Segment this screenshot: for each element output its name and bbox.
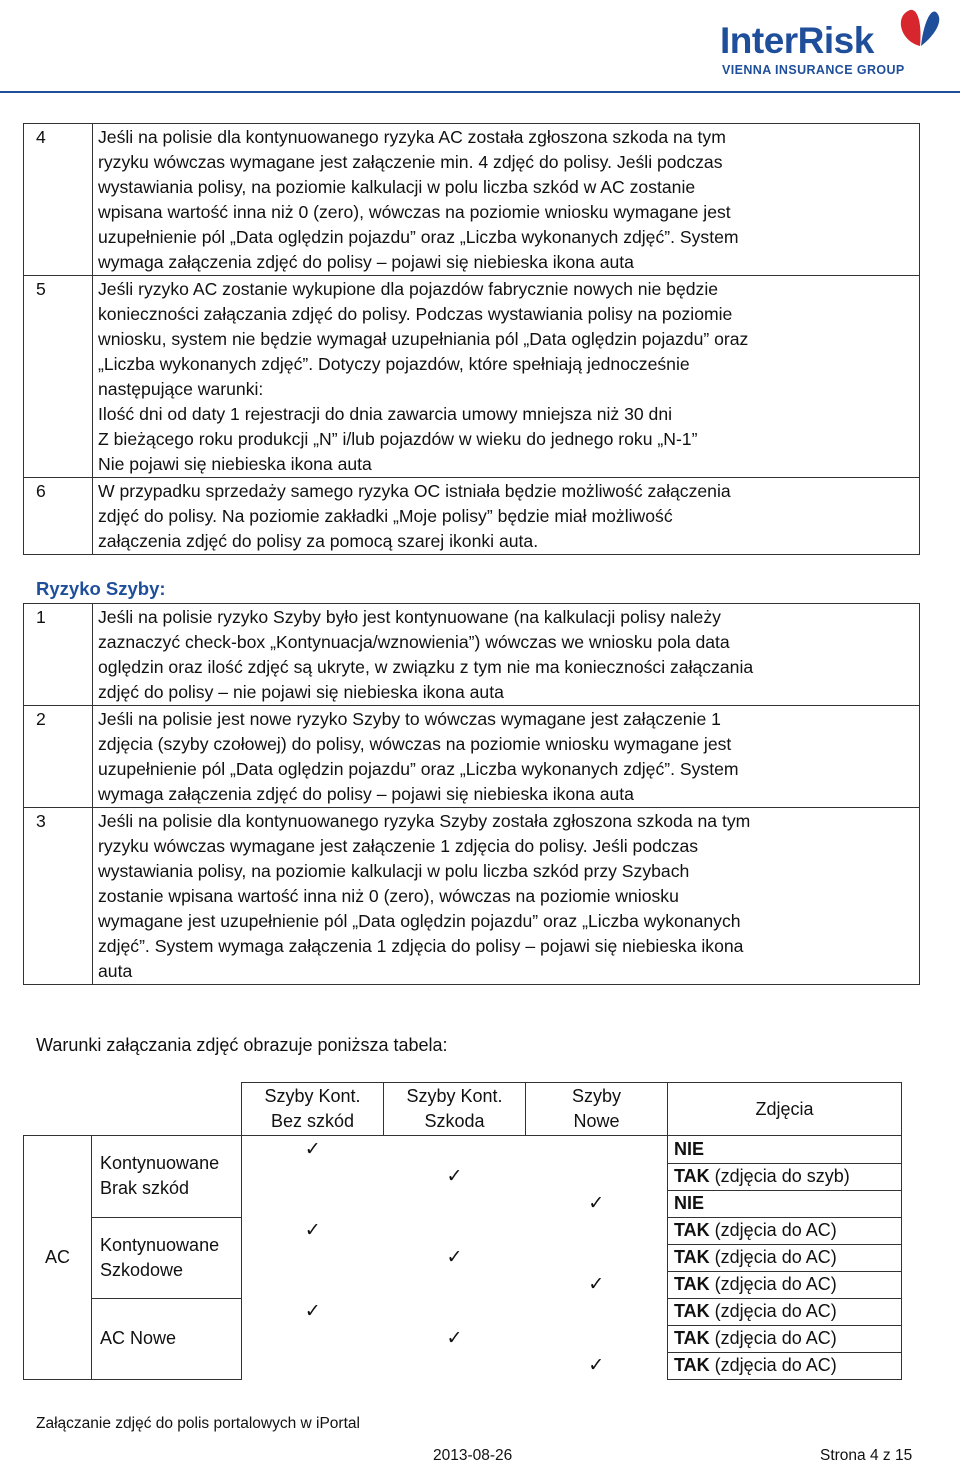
grid-row — [24, 1217, 902, 1244]
rule-row — [24, 276, 920, 478]
check-icon: ✓ — [304, 1220, 321, 1241]
empty-cell — [384, 1217, 526, 1244]
grid-result — [668, 1325, 902, 1352]
empty-cell — [526, 1244, 668, 1271]
rule-line: auta — [98, 961, 133, 981]
check-icon: ✓ — [304, 1301, 321, 1322]
grid-group-label-line: Kontynuowane — [100, 1153, 220, 1174]
grid-result-flag: TAK — [674, 1220, 710, 1240]
grid-result — [668, 1190, 902, 1217]
check-icon: ✓ — [588, 1193, 605, 1214]
grid-result-detail: (zdjęcia do AC) — [709, 1301, 837, 1321]
grid-header-line: Szyby Kont. — [406, 1086, 503, 1106]
rule-number: 6 — [24, 478, 93, 555]
rule-line: Jeśli na polisie dla kontynuowanego ryzyka AC została zgłoszona szkoda na tym — [98, 127, 726, 147]
szyby-section-title: Ryzyko Szyby: — [36, 578, 166, 599]
grid-header-col2 — [384, 1083, 526, 1136]
empty-cell — [242, 1325, 384, 1352]
grid-result — [668, 1352, 902, 1379]
grid-header-line: Nowe — [573, 1111, 620, 1131]
logo-subtitle: VIENNA INSURANCE GROUP — [722, 63, 905, 77]
header-divider — [0, 91, 960, 93]
grid-ac-label: AC — [24, 1136, 92, 1380]
grid-group-label-line: Szkodowe — [100, 1259, 184, 1280]
grid-result-detail: (zdjęcia do AC) — [709, 1355, 837, 1375]
grid-header-col4: Zdjęcia — [668, 1083, 902, 1136]
rule-line: „Liczba wykonanych zdjęć”. Dotyczy pojazdów, które spełniają jednocześnie — [98, 354, 690, 374]
grid-group-label-line: AC Nowe — [100, 1328, 177, 1348]
rule-text — [93, 124, 920, 276]
rule-line: zostanie wpisana wartość inna niż 0 (zero), wówczas na poziomie wniosku — [98, 886, 679, 906]
photo-conditions-table — [23, 1082, 902, 1380]
grid-result-flag: TAK — [674, 1355, 710, 1375]
rule-line: uzupełnienie pól „Data oględzin pojazdu” oraz „Liczba wykonanych zdjęć”. System — [98, 227, 739, 247]
rule-line: zdjęć”. System wymaga załączenia 1 zdjęcia do polisy – pojawi się niebieska ikona — [98, 936, 744, 956]
rule-row — [24, 124, 920, 276]
empty-cell — [384, 1352, 526, 1379]
rule-row — [24, 808, 920, 985]
rule-line: wystawiania polisy, na poziomie kalkulacji w polu liczba szkód w AC zostanie — [98, 177, 696, 197]
rule-line: załączenia zdjęć do polisy za pomocą szarej ikonki auta. — [98, 531, 539, 551]
grid-intro: Warunki załączania zdjęć obrazuje poniższa tabela: — [36, 1035, 448, 1055]
rule-line: ryzyku wówczas wymagane jest załączenie min. 4 zdjęć do polisy. Jeśli podczas — [98, 152, 723, 172]
grid-result-flag: NIE — [674, 1193, 705, 1213]
check-icon: ✓ — [588, 1274, 605, 1295]
grid-result — [668, 1163, 902, 1190]
grid-result-detail: (zdjęcia do AC) — [709, 1220, 837, 1240]
check-icon: ✓ — [588, 1355, 605, 1376]
rule-line: wymagane jest uzupełnienie pól „Data oględzin pojazdu” oraz „Liczba wykonanych — [98, 911, 741, 931]
rule-row — [24, 706, 920, 808]
rule-text — [93, 604, 920, 706]
empty-cell — [526, 1163, 668, 1190]
rule-number: 2 — [24, 706, 93, 808]
empty-cell — [384, 1298, 526, 1325]
grid-group-label-line: Kontynuowane — [100, 1234, 220, 1255]
grid-result — [668, 1136, 902, 1164]
footer-page: Strona 4 z 15 — [820, 1447, 913, 1464]
rule-line: uzupełnienie pól „Data oględzin pojazdu” oraz „Liczba wykonanych zdjęć”. System — [98, 759, 739, 779]
grid-result-detail: (zdjęcia do AC) — [709, 1274, 837, 1294]
rule-row — [24, 604, 920, 706]
rule-line: wniosku, system nie będzie wymagał uzupełniania pól „Data oględzin pojazdu” oraz — [98, 329, 749, 349]
grid-result-detail: (zdjęcia do szyb) — [709, 1166, 850, 1186]
check-icon: ✓ — [446, 1166, 463, 1187]
rule-number: 1 — [24, 604, 93, 706]
grid-result-detail: (zdjęcia do AC) — [709, 1247, 837, 1267]
rule-text — [93, 276, 920, 478]
grid-result — [668, 1271, 902, 1298]
empty-cell — [242, 1163, 384, 1190]
rule-line: Z bieżącego roku produkcji „N” i/lub pojazdów w wieku do jednego roku „N-1” — [98, 429, 698, 449]
rule-line: Jeśli na polisie jest nowe ryzyko Szyby to wówczas wymagane jest załączenie 1 — [98, 709, 721, 729]
grid-group-label — [92, 1298, 242, 1379]
footer-date: 2013-08-26 — [433, 1447, 513, 1464]
rule-line: Jeśli ryzyko AC zostanie wykupione dla pojazdów fabrycznie nowych nie będzie — [98, 279, 719, 299]
grid-result — [668, 1244, 902, 1271]
empty-cell — [384, 1136, 526, 1164]
rule-line: Nie pojawi się niebieska ikona auta — [98, 454, 372, 474]
rule-number: 3 — [24, 808, 93, 985]
grid-header-line: Szyby Kont. — [264, 1086, 361, 1106]
grid-result — [668, 1217, 902, 1244]
empty-cell — [384, 1271, 526, 1298]
logo-wordmark: InterRisk — [720, 20, 874, 61]
empty-cell — [526, 1217, 668, 1244]
rule-line: oględzin oraz ilość zdjęć są ukryte, w związku z tym nie ma konieczności załączania — [98, 657, 754, 677]
rule-line: wymaga załączenia zdjęć do polisy – pojawi się niebieska ikona auta — [98, 784, 634, 804]
empty-cell — [242, 1244, 384, 1271]
grid-header-line: Szyby — [571, 1086, 622, 1106]
grid-result-flag: TAK — [674, 1166, 710, 1186]
rule-line: konieczności załączania zdjęć do polisy. Podczas wystawiania polisy na poziomie — [98, 304, 733, 324]
grid-result-detail: (zdjęcia do AC) — [709, 1328, 837, 1348]
rule-number: 5 — [24, 276, 93, 478]
empty-cell — [242, 1190, 384, 1217]
butterfly-icon — [890, 6, 950, 56]
grid-result-flag: TAK — [674, 1328, 710, 1348]
rule-text — [93, 478, 920, 555]
rule-number: 4 — [24, 124, 93, 276]
empty-cell — [526, 1325, 668, 1352]
grid-group-label — [92, 1217, 242, 1298]
rule-line: zdjęć do polisy. Na poziomie zakładki „Moje polisy” będzie miał możliwość — [98, 506, 673, 526]
empty-cell — [242, 1352, 384, 1379]
empty-cell — [526, 1298, 668, 1325]
rule-line: Ilość dni od daty 1 rejestracji do dnia zawarcia umowy mniejsza niż 30 dni — [98, 404, 673, 424]
rule-text — [93, 808, 920, 985]
grid-group-label — [92, 1136, 242, 1218]
check-icon: ✓ — [304, 1139, 321, 1160]
rule-line: Jeśli na polisie ryzyko Szyby było jest kontynuowane (na kalkulacji polisy należy — [98, 607, 721, 627]
check-icon: ✓ — [446, 1247, 463, 1268]
rule-line: wymaga załączenia zdjęć do polisy – pojawi się niebieska ikona auta — [98, 252, 634, 272]
rule-line: wystawiania polisy, na poziomie kalkulacji w polu liczba szkód przy Szybach — [98, 861, 690, 881]
rule-line: zdjęć do polisy – nie pojawi się niebieska ikona auta — [98, 682, 504, 702]
grid-row — [24, 1298, 902, 1325]
rule-text — [93, 706, 920, 808]
rule-line: zaznaczyć check-box „Kontynuacja/wznowienia”) wówczas we wniosku pola data — [98, 632, 730, 652]
grid-result — [668, 1298, 902, 1325]
grid-result-flag: TAK — [674, 1301, 710, 1321]
rule-line: wpisana wartość inna niż 0 (zero), wówczas na poziomie wniosku wymagane jest — [98, 202, 731, 222]
interrisk-logo — [720, 6, 960, 84]
rule-line: następujące warunki: — [98, 379, 264, 399]
empty-cell — [384, 1190, 526, 1217]
empty-cell — [242, 1271, 384, 1298]
grid-header-line: Bez szkód — [270, 1111, 355, 1131]
grid-group-label-line: Brak szkód — [100, 1178, 190, 1199]
grid-header-row — [24, 1083, 902, 1136]
grid-header-col1 — [242, 1083, 384, 1136]
grid-header-col3 — [526, 1083, 668, 1136]
rule-line: ryzyku wówczas wymagane jest załączenie 1 zdjęcia do polisy. Jeśli podczas — [98, 836, 699, 856]
rule-row — [24, 478, 920, 555]
rule-line: W przypadku sprzedaży samego ryzyka OC istniała będzie możliwość załączenia — [98, 481, 731, 501]
rule-line: Jeśli na polisie dla kontynuowanego ryzyka Szyby została zgłoszona szkoda na tym — [98, 811, 751, 831]
szyby-rules-table — [23, 603, 920, 985]
grid-result-flag: TAK — [674, 1274, 710, 1294]
grid-result-flag: TAK — [674, 1247, 710, 1267]
grid-row — [24, 1136, 902, 1164]
footer-title: Załączanie zdjęć do polis portalowych w iPortal — [36, 1415, 360, 1432]
check-icon: ✓ — [446, 1328, 463, 1349]
rule-line: zdjęcia (szyby czołowej) do polisy, wówczas na poziomie wniosku wymagane jest — [98, 734, 732, 754]
grid-result-flag: NIE — [674, 1138, 705, 1159]
grid-header-line: Szkoda — [424, 1111, 485, 1131]
ac-rules-table — [23, 123, 920, 555]
empty-cell — [526, 1136, 668, 1164]
